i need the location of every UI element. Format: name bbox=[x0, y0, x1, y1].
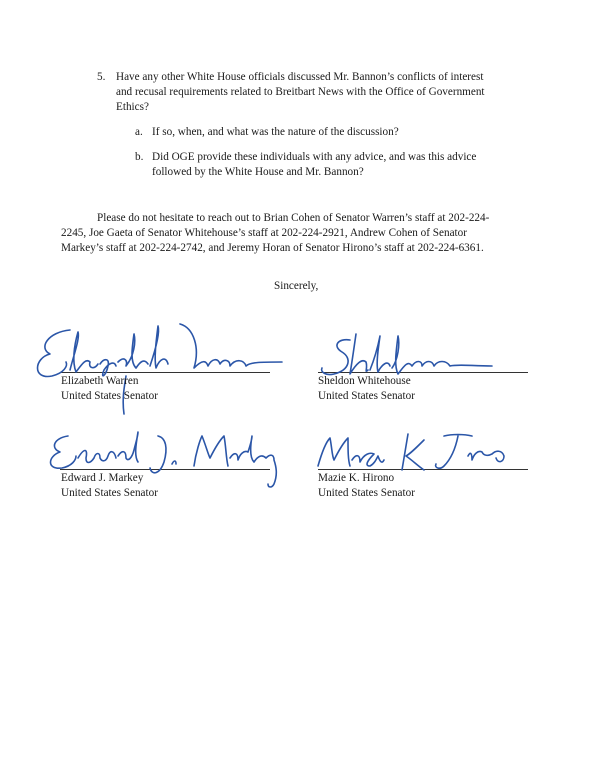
subquestion-b-letter: b. bbox=[135, 151, 144, 163]
contact-line-2: 2245, Joe Gaeta of Senator Whitehouse’s staff at 202-224-2921, Andrew Cohen of Senator bbox=[61, 227, 467, 239]
subquestion-b-line-2: followed by the White House and Mr. Bannon? bbox=[152, 166, 364, 178]
question-line-3: Ethics? bbox=[116, 101, 149, 113]
subquestion-b-line-1: Did OGE provide these individuals with any advice, and was this advice bbox=[152, 151, 477, 163]
signatory-name-hirono: Mazie K. Hirono bbox=[318, 472, 395, 484]
subquestion-a-text: If so, when, and what was the nature of the discussion? bbox=[152, 126, 399, 138]
signatory-name-whitehouse: Sheldon Whitehouse bbox=[318, 375, 411, 387]
signatory-title-warren: United States Senator bbox=[61, 390, 158, 402]
question-line-1: Have any other White House officials discussed Mr. Bannon’s conflicts of interest bbox=[116, 71, 484, 83]
subquestion-a-letter: a. bbox=[135, 126, 143, 138]
question-line-2: and recusal requirements related to Breitbart News with the Office of Government bbox=[116, 86, 485, 98]
signatory-name-markey: Edward J. Markey bbox=[61, 472, 144, 484]
closing: Sincerely, bbox=[274, 280, 319, 292]
signatory-title-markey: United States Senator bbox=[61, 487, 158, 499]
contact-line-1: Please do not hesitate to reach out to Brian Cohen of Senator Warren’s staff at 202-224- bbox=[97, 212, 490, 224]
signatory-title-hirono: United States Senator bbox=[318, 487, 415, 499]
contact-line-3: Markey’s staff at 202-224-2742, and Jeremy Horan of Senator Hirono’s staff at 202-224-6361. bbox=[61, 242, 484, 254]
signatory-title-whitehouse: United States Senator bbox=[318, 390, 415, 402]
signatory-name-warren: Elizabeth Warren bbox=[61, 375, 139, 387]
question-number: 5. bbox=[97, 71, 106, 83]
